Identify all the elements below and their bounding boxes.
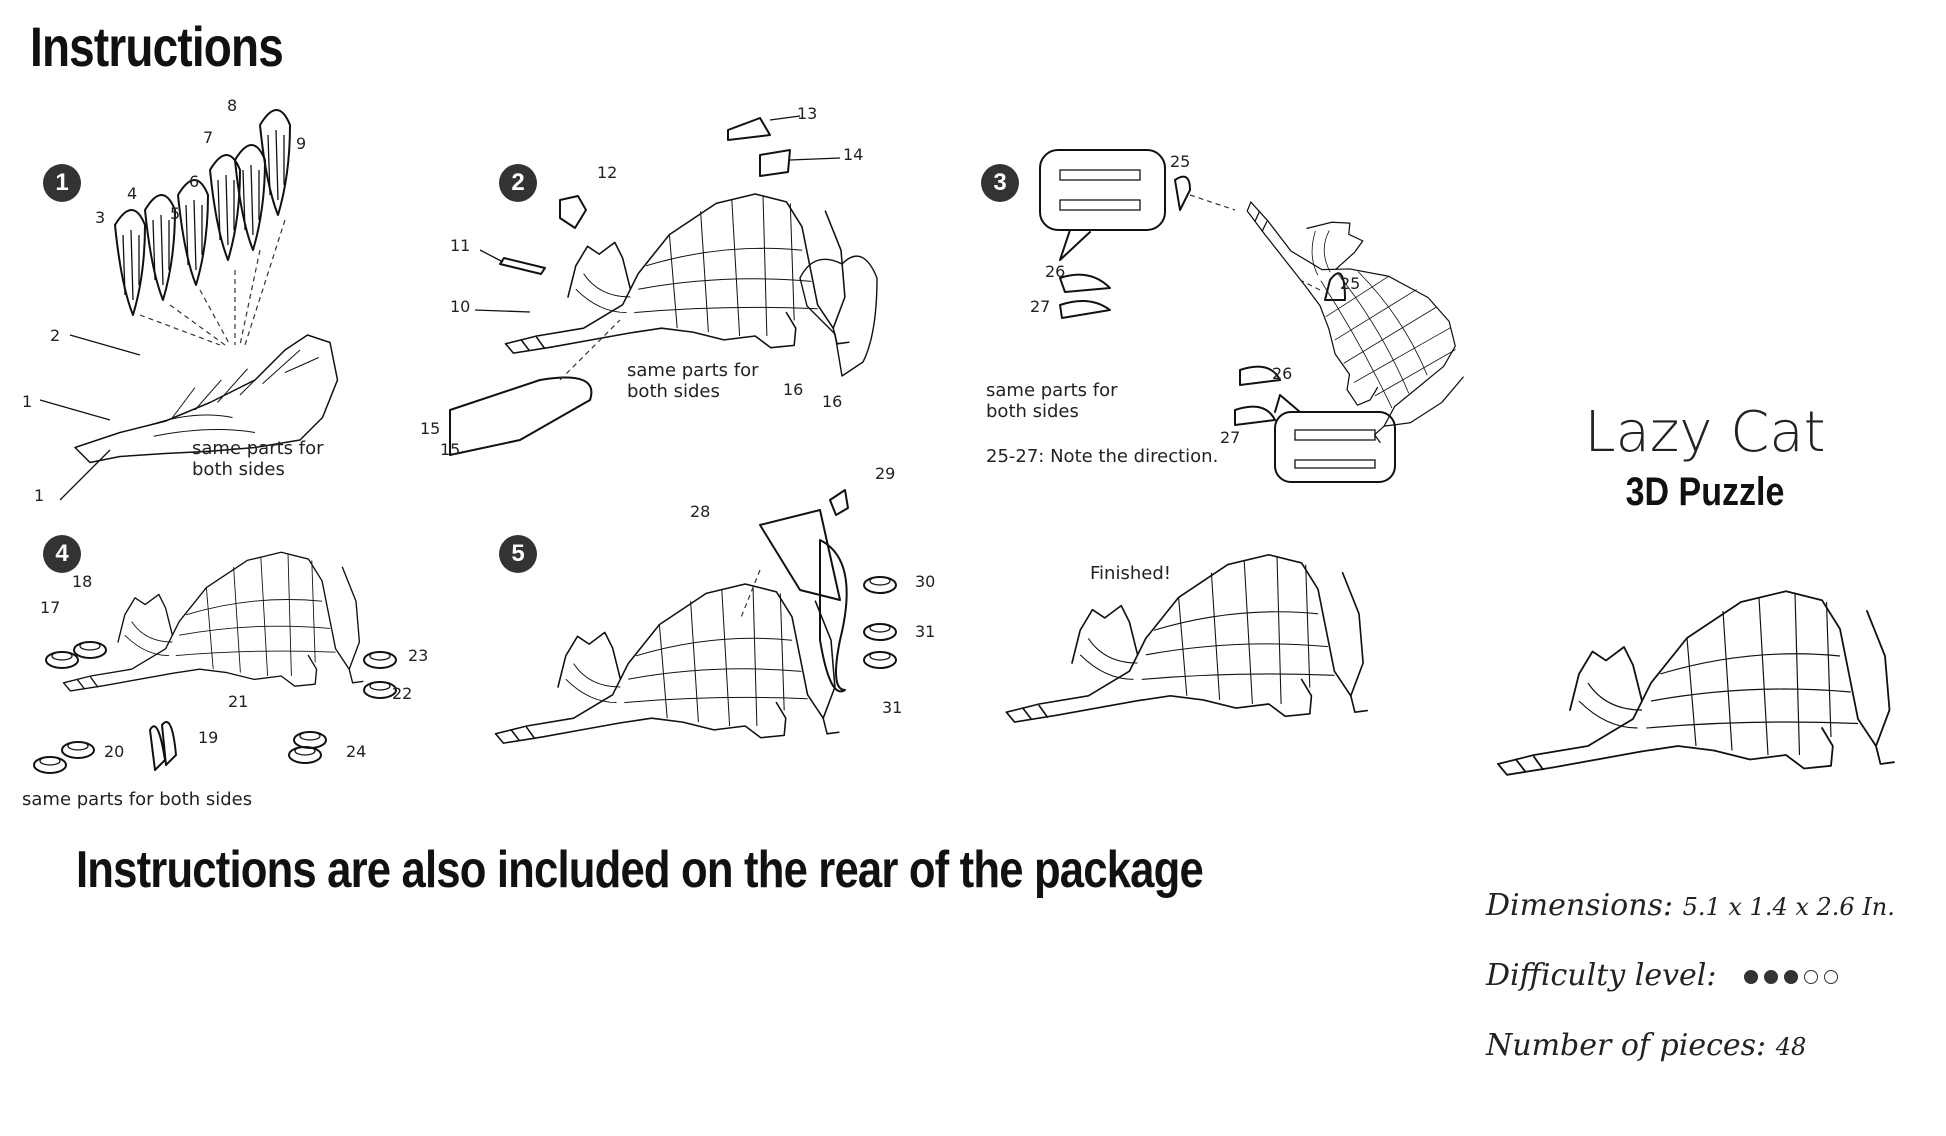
part-label: 1 <box>22 392 33 411</box>
part-label: 5 <box>170 204 181 223</box>
part-label: 8 <box>227 96 238 115</box>
difficulty-dot-filled <box>1784 970 1798 984</box>
part-label: 14 <box>843 145 864 164</box>
part-label: 10 <box>450 297 471 316</box>
step-1-note: same parts for both sides <box>192 438 324 480</box>
part-label: 24 <box>346 742 367 761</box>
rear-package-note: Instructions are also included on the rear of the package <box>76 841 1203 899</box>
difficulty-dot-filled <box>1764 970 1778 984</box>
step-badge-2: 2 <box>499 164 537 202</box>
difficulty-dot-empty <box>1804 970 1818 984</box>
part-label: 31 <box>882 698 903 717</box>
part-label: 7 <box>203 128 214 147</box>
product-name: Lazy Cat <box>1584 400 1826 465</box>
part-label: 27 <box>1220 428 1241 447</box>
part-label: 12 <box>597 163 618 182</box>
part-label: 13 <box>797 104 818 123</box>
part-label: 2 <box>50 326 61 345</box>
part-label: 19 <box>198 728 219 747</box>
part-label: 1 <box>34 486 45 505</box>
part-label: 17 <box>40 598 61 617</box>
part-label: 21 <box>228 692 249 711</box>
part-label: 27 <box>1030 297 1051 316</box>
part-label: 6 <box>189 172 200 191</box>
part-label: 11 <box>450 236 471 255</box>
part-label: 16 <box>783 380 804 399</box>
step-badge-3: 3 <box>981 164 1019 202</box>
part-label: 3 <box>95 208 106 227</box>
difficulty-spec <box>1486 958 1838 993</box>
step-3-direction-note: 25-27: Note the direction. <box>986 446 1219 467</box>
part-label: 25 <box>1340 274 1361 293</box>
difficulty-dot-filled <box>1744 970 1758 984</box>
part-label: 18 <box>72 572 93 591</box>
step-badge-5: 5 <box>499 535 537 573</box>
step-3-note: same parts for both sides <box>986 380 1118 422</box>
part-label: 31 <box>915 622 936 641</box>
step-badge-1: 1 <box>43 164 81 202</box>
part-label: 26 <box>1045 262 1066 281</box>
part-label: 20 <box>104 742 125 761</box>
part-label: 26 <box>1272 364 1293 383</box>
step-4-note: same parts for both sides <box>22 789 253 810</box>
pieces-spec <box>1486 1028 1806 1063</box>
part-label: 29 <box>875 464 896 483</box>
finished-label: Finished! <box>1090 563 1171 584</box>
dimensions-value: 5.1 x 1.4 x 2.6 In. <box>1682 893 1895 921</box>
pieces-value: 48 <box>1775 1033 1807 1061</box>
product-type: 3D Puzzle <box>1625 470 1785 514</box>
difficulty-rating <box>1744 970 1838 984</box>
difficulty-label: Difficulty level: <box>1486 958 1717 993</box>
page-title: Instructions <box>30 15 283 78</box>
part-label: 15 <box>420 419 441 438</box>
part-label: 30 <box>915 572 936 591</box>
dimensions-label: Dimensions: <box>1486 888 1674 923</box>
part-label: 9 <box>296 134 307 153</box>
part-label: 4 <box>127 184 138 203</box>
difficulty-dot-empty <box>1824 970 1838 984</box>
part-label: 25 <box>1170 152 1191 171</box>
step-badge-4: 4 <box>43 535 81 573</box>
part-label: 28 <box>690 502 711 521</box>
pieces-label: Number of pieces: <box>1486 1028 1767 1063</box>
part-label: 15 <box>440 440 461 459</box>
part-label: 16 <box>822 392 843 411</box>
part-label: 22 <box>392 684 413 703</box>
step-2-note: same parts for both sides <box>627 360 759 402</box>
dimensions-spec <box>1486 888 1895 923</box>
part-label: 23 <box>408 646 429 665</box>
